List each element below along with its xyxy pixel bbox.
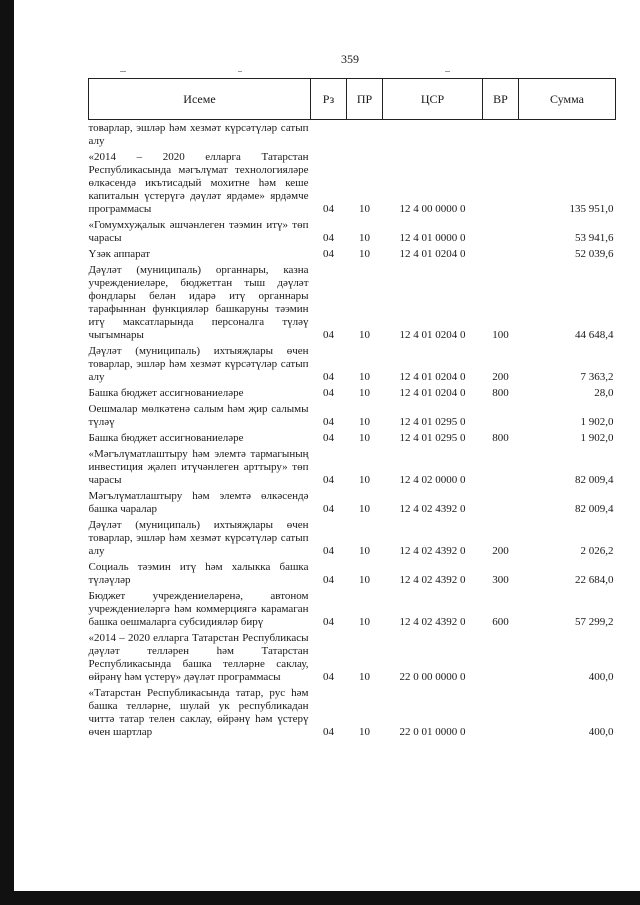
row-sum: 82 009,4: [575, 474, 614, 486]
scan-mark: [120, 71, 126, 72]
table-row: [89, 246, 616, 262]
row-sum: 400,0: [588, 671, 614, 683]
row-csr: 12 4 01 0204 0: [399, 387, 466, 399]
row-name: товарлар, эшләр һәм хезмәт күрсәтүләр сатып алу: [88, 122, 309, 147]
row-rz: 04: [323, 248, 334, 260]
row-sum: 400,0: [588, 726, 614, 738]
header-csr: ЦСР: [383, 79, 483, 120]
row-name: «2014 – 2020 елларга Татарстан Республикасы дәүләт телләрен һәм Татарстан Республикасында башка телләрне саклау, өйрәнү һәм үстерү» дәүләт программасы: [88, 632, 309, 683]
row-sum: 135 951,0: [569, 203, 614, 215]
header-vr: ВР: [483, 79, 519, 120]
row-csr: 22 0 00 0000 0: [399, 671, 466, 683]
row-name: Башка бюджет ассигнованиеләре: [88, 387, 244, 399]
header-name: Исеме: [89, 79, 311, 120]
row-csr: 12 4 02 0000 0: [399, 474, 466, 486]
row-rz: 04: [323, 203, 334, 215]
row-rz: 04: [323, 474, 334, 486]
row-csr: 12 4 01 0000 0: [399, 232, 466, 244]
row-pr: 10: [359, 329, 370, 341]
row-pr: 10: [359, 574, 370, 586]
row-sum: [519, 120, 616, 150]
budget-table: [88, 78, 616, 740]
row-sum: 44 648,4: [575, 329, 614, 341]
table-row: [89, 120, 616, 150]
row-pr: 10: [359, 416, 370, 428]
row-vr: [483, 217, 519, 246]
row-sum: 53 941,6: [575, 232, 614, 244]
row-rz: 04: [323, 387, 334, 399]
row-csr: 12 4 01 0204 0: [399, 248, 466, 260]
row-vr: 200: [492, 545, 509, 557]
row-rz: 04: [323, 503, 334, 515]
table-row: [89, 685, 616, 740]
row-sum: 52 039,6: [575, 248, 614, 260]
page-number: 359: [341, 52, 359, 66]
row-vr: 600: [492, 616, 509, 628]
table-row: [89, 217, 616, 246]
row-name: Оешмалар мөлкәтенә салым һәм җир салымы түләү: [88, 403, 309, 428]
row-rz: 04: [323, 329, 334, 341]
row-vr: [483, 401, 519, 430]
table-header-row: [89, 79, 616, 120]
row-pr: 10: [359, 545, 370, 557]
row-vr: 800: [492, 432, 509, 444]
row-sum: 2 026,2: [580, 545, 614, 557]
row-rz: 04: [323, 616, 334, 628]
row-rz: 04: [323, 232, 334, 244]
scan-mark: [445, 71, 450, 72]
row-vr: [483, 149, 519, 217]
row-pr: 10: [359, 726, 370, 738]
header-pr: ПР: [347, 79, 383, 120]
table-row: [89, 517, 616, 559]
row-csr: 12 4 00 0000 0: [399, 203, 466, 215]
row-csr: 12 4 02 4392 0: [399, 574, 466, 586]
row-name: «Татарстан Республикасында татар, рус һәм башка телләрне, шулай ук республикадан читтә татар телен саклау, өйрәнү һәм үстерү өчен шартлар: [88, 687, 309, 738]
row-rz: 04: [323, 574, 334, 586]
row-vr: [483, 488, 519, 517]
row-rz: 04: [323, 726, 334, 738]
table-row: [89, 149, 616, 217]
row-vr: [483, 446, 519, 488]
row-name: Башка бюджет ассигнованиеләре: [88, 432, 244, 444]
table-row: [89, 588, 616, 630]
table-row: [89, 430, 616, 446]
row-rz: 04: [323, 545, 334, 557]
row-name: «Гомумхуҗалык әшчәнлеген тәэмин итү» төп чарасы: [88, 219, 309, 244]
row-csr: 12 4 02 4392 0: [399, 616, 466, 628]
row-pr: 10: [359, 671, 370, 683]
row-pr: 10: [359, 474, 370, 486]
row-rz: [311, 120, 347, 150]
table-row: [89, 630, 616, 685]
row-pr: [347, 120, 383, 150]
row-sum: 1 902,0: [580, 416, 614, 428]
row-rz: 04: [323, 371, 334, 383]
scan-left-edge: [0, 0, 14, 905]
row-sum: 82 009,4: [575, 503, 614, 515]
row-vr: 200: [492, 371, 509, 383]
row-name: Бюджет учреждениеләренә, автоном учреждениеләргә һәм коммерциягә карамаган башка оешмаларга субсидияләр бирү: [88, 590, 309, 628]
row-sum: 7 363,2: [580, 371, 614, 383]
row-pr: 10: [359, 616, 370, 628]
row-name: «Мәгълүматлаштыру һәм элемтә тармагының инвестиция җәлеп итүчәнлеген арттыру» төп чарасы: [88, 448, 309, 486]
row-csr: [383, 120, 483, 150]
header-sum: Сумма: [519, 79, 616, 120]
row-vr: 300: [492, 574, 509, 586]
row-pr: 10: [359, 503, 370, 515]
scan-mark: [238, 71, 242, 72]
row-vr: 100: [492, 329, 509, 341]
row-sum: 22 684,0: [575, 574, 614, 586]
table-row: [89, 488, 616, 517]
header-rz: Рз: [311, 79, 347, 120]
row-name: Үзәк аппарат: [88, 248, 151, 260]
row-pr: 10: [359, 432, 370, 444]
row-pr: 10: [359, 232, 370, 244]
row-sum: 1 902,0: [580, 432, 614, 444]
row-sum: 57 299,2: [575, 616, 614, 628]
row-csr: 22 0 01 0000 0: [399, 726, 466, 738]
row-csr: 12 4 01 0295 0: [399, 416, 466, 428]
table-row: [89, 446, 616, 488]
row-rz: 04: [323, 671, 334, 683]
row-csr: 12 4 01 0204 0: [399, 329, 466, 341]
row-csr: 12 4 02 4392 0: [399, 545, 466, 557]
row-name: Дәүләт (муниципаль) органнары, казна учреждениеләре, бюджеттан тыш дәүләт фондлары белән идарә итү органнары тарафыннан функцияләр башкаруны тәэмин итү максатларында персоналга түләү чыгымнары: [88, 264, 309, 341]
row-vr: [483, 120, 519, 150]
row-vr: [483, 246, 519, 262]
row-pr: 10: [359, 387, 370, 399]
row-rz: 04: [323, 432, 334, 444]
row-name: «2014 – 2020 елларга Татарстан Республикасында мәгълүмат технологияләре өлкәсендә икътисадый мохитне һәм кеше капиталын үстерүгә дәүләт ярдәме» ярдәмче программасы: [88, 151, 309, 215]
table-row: [89, 559, 616, 588]
row-rz: 04: [323, 416, 334, 428]
table-row: [89, 343, 616, 385]
row-name: Дәүләт (муниципаль) ихтыяҗлары өчен товарлар, эшләр һәм хезмәт күрсәтүләр сатып алу: [88, 345, 309, 383]
row-vr: [483, 685, 519, 740]
row-pr: 10: [359, 203, 370, 215]
row-vr: [483, 630, 519, 685]
row-csr: 12 4 01 0295 0: [399, 432, 466, 444]
row-name: Дәүләт (муниципаль) ихтыяҗлары өчен товарлар, эшләр һәм хезмәт күрсәтүләр сатып алу: [88, 519, 309, 557]
row-pr: 10: [359, 371, 370, 383]
scan-bottom-edge: [0, 891, 640, 905]
row-vr: 800: [492, 387, 509, 399]
row-name: Мәгълүматлаштыру һәм элемтә өлкәсендә башка чаралар: [88, 490, 309, 515]
row-sum: 28,0: [594, 387, 614, 399]
table-row: [89, 401, 616, 430]
table-row: [89, 262, 616, 343]
row-csr: 12 4 01 0204 0: [399, 371, 466, 383]
row-csr: 12 4 02 4392 0: [399, 503, 466, 515]
table-row: [89, 385, 616, 401]
row-name: Социаль тәэмин итү һәм халыкка башка түләүләр: [88, 561, 309, 586]
row-pr: 10: [359, 248, 370, 260]
